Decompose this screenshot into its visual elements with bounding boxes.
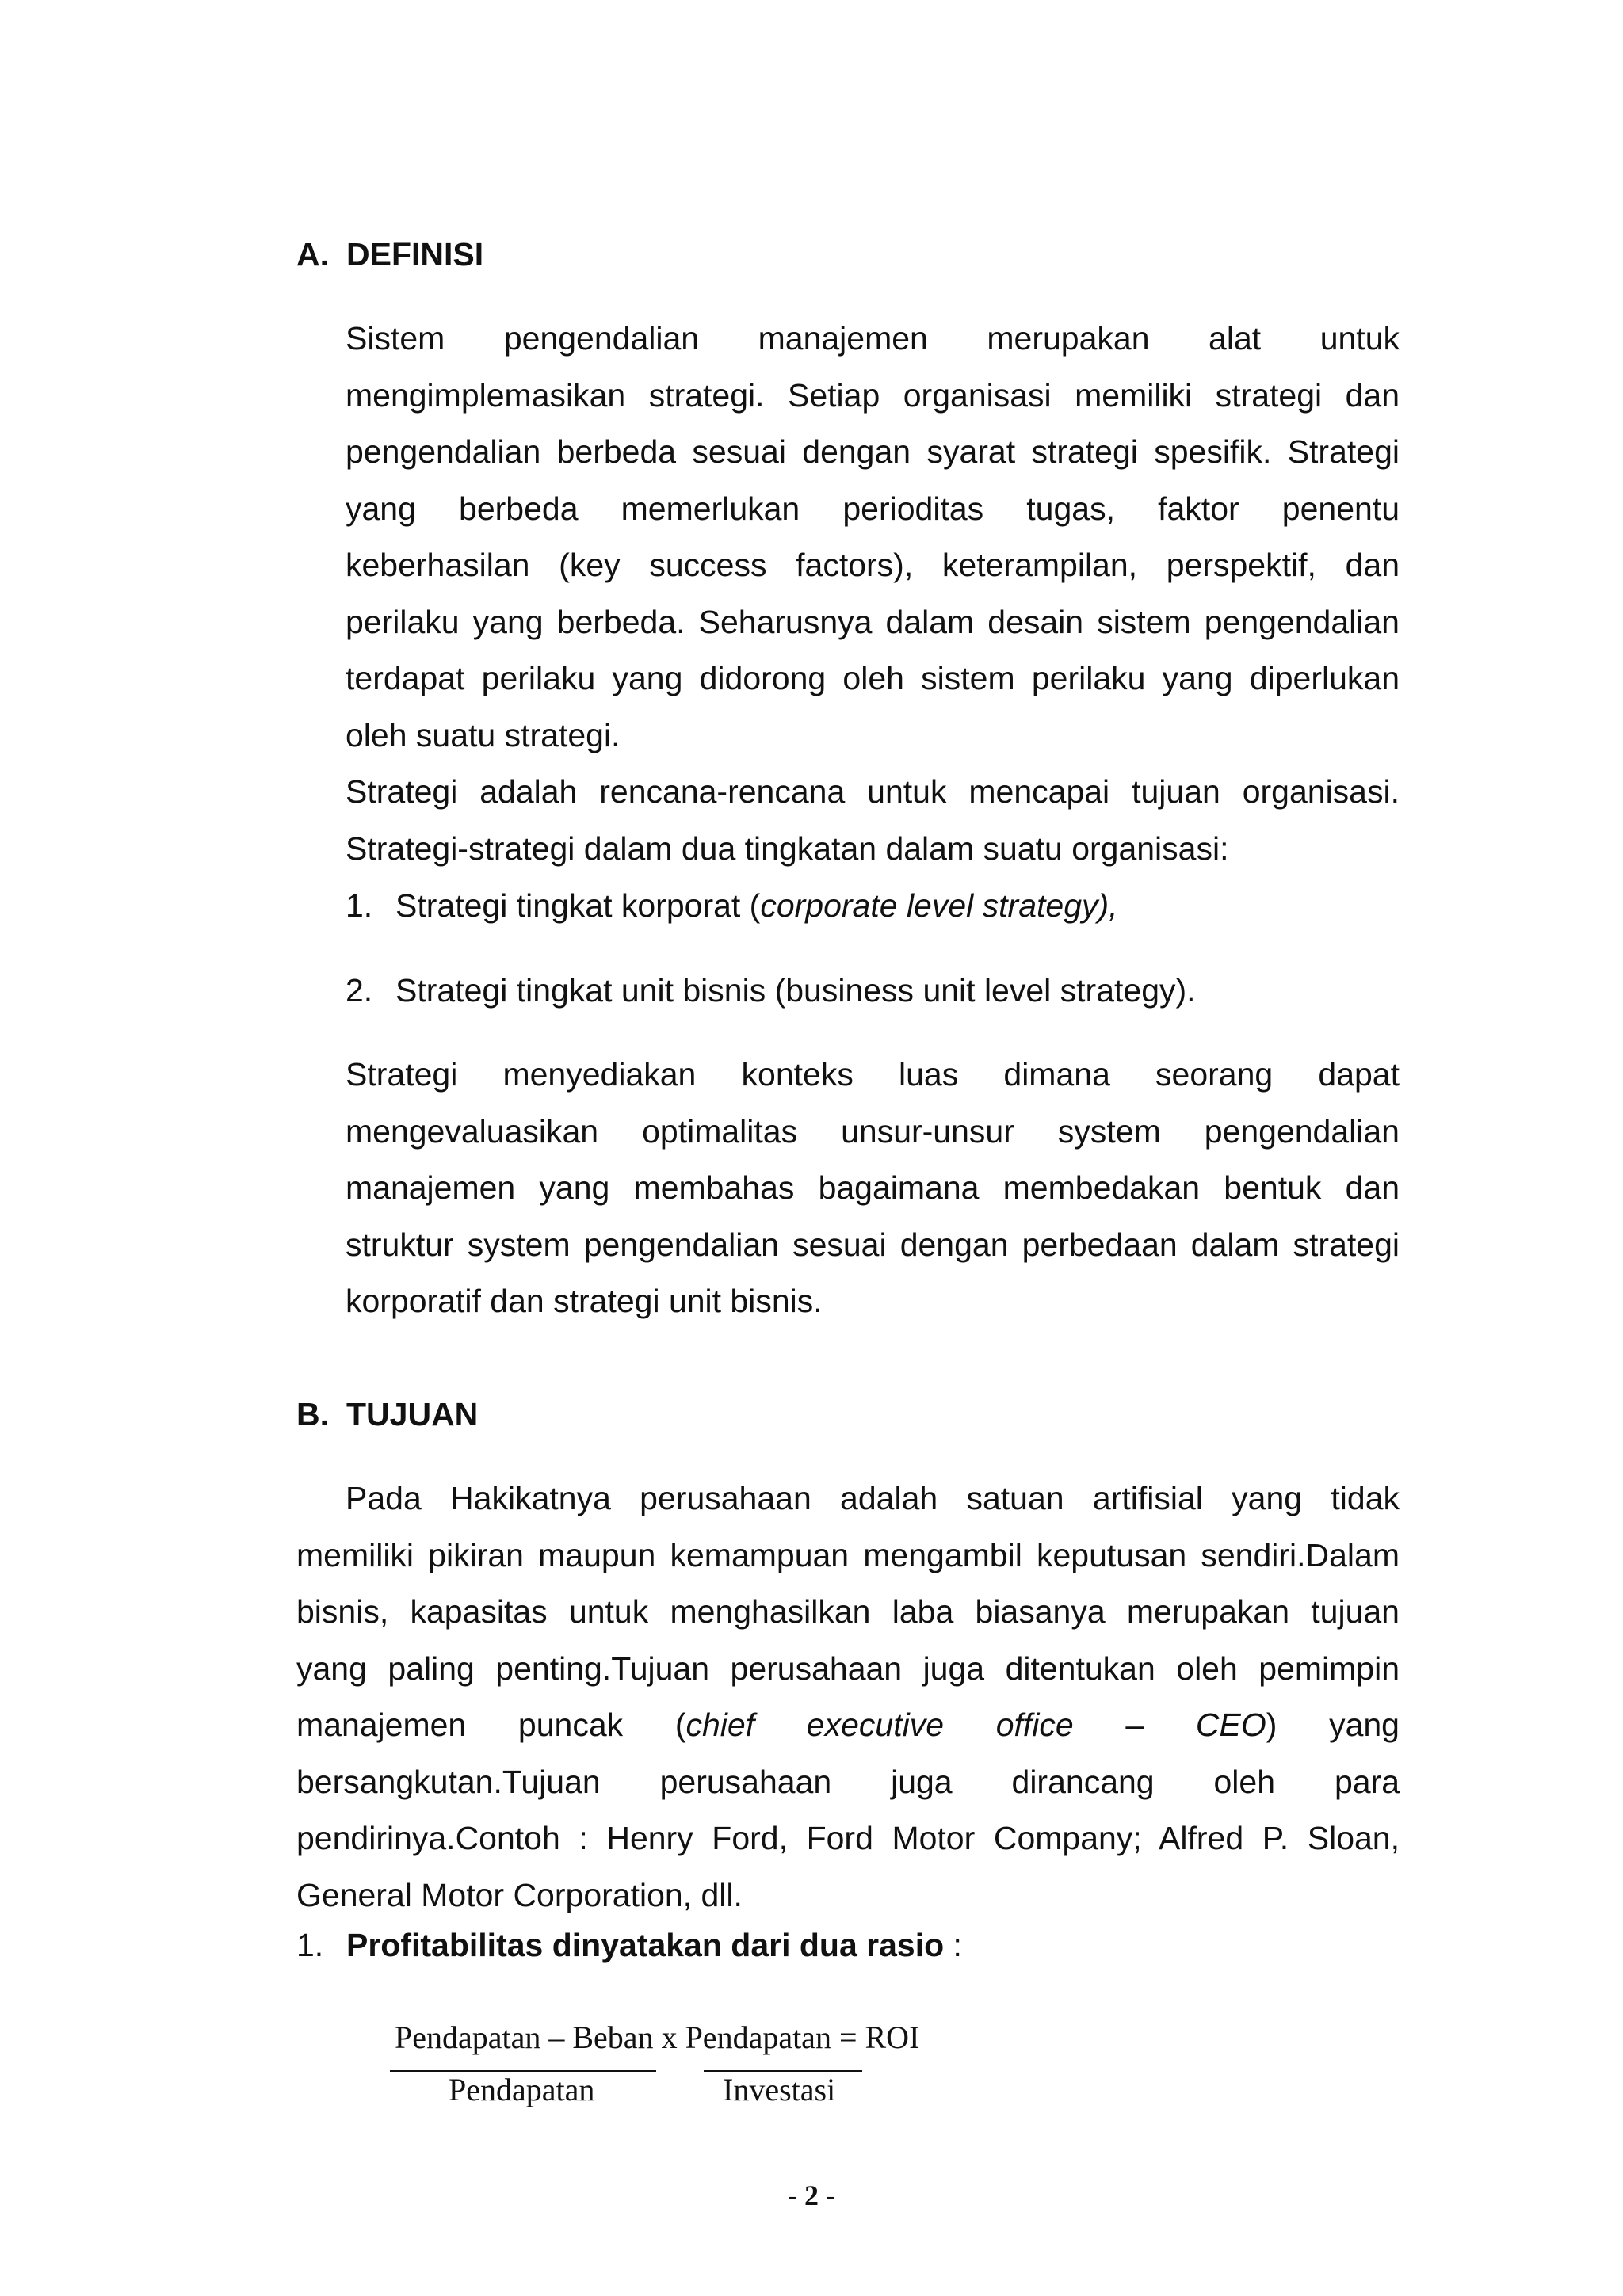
section-b-title: TUJUAN bbox=[346, 1396, 479, 1432]
section-a-title: DEFINISI bbox=[346, 236, 484, 273]
section-a-number: A. bbox=[296, 236, 329, 273]
section-b-heading bbox=[296, 1394, 478, 1434]
formula-denominator-1: Pendapatan bbox=[449, 2072, 595, 2107]
word-italic: CEO bbox=[1195, 1707, 1266, 1743]
item-number: 1. bbox=[296, 1927, 324, 1963]
word: puncak bbox=[517, 1707, 624, 1743]
text-line: Strategi adalah rencana-rencana untuk mencapai tujuan organisasi. bbox=[346, 773, 1400, 810]
text-line: Sistem pengendalian manajemen merupakan alat untuk bbox=[346, 320, 1400, 357]
dash: – bbox=[1125, 1707, 1144, 1743]
text-line: Strategi-strategi dalam dua tingkatan dalam suatu organisasi: bbox=[346, 830, 1229, 867]
section-a-paragraph-2 bbox=[346, 764, 1400, 877]
item-suffix: : bbox=[944, 1927, 962, 1963]
section-b-number: B. bbox=[296, 1396, 329, 1432]
text-line: yang paling penting.Tujuan perusahaan juga ditentukan oleh pemimpin bbox=[296, 1650, 1400, 1687]
text-line: manajemen yang membahas bagaimana membedakan bentuk dan bbox=[346, 1169, 1400, 1206]
paren-close: ) bbox=[1266, 1707, 1277, 1743]
word: yang bbox=[1329, 1707, 1400, 1743]
text-line: Pada Hakikatnya perusahaan adalah satuan artifisial yang tidak bbox=[346, 1480, 1400, 1516]
text-line: yang berbeda memerlukan perioditas tugas, faktor penentu bbox=[346, 490, 1400, 527]
text-line: General Motor Corporation, dll. bbox=[296, 1876, 743, 1913]
word-group bbox=[1196, 1707, 1277, 1743]
word-italic: chief bbox=[685, 1707, 755, 1743]
text-line: memiliki pikiran maupun kemampuan mengambil keputusan sendiri.Dalam bbox=[296, 1536, 1400, 1573]
section-a-heading bbox=[296, 235, 483, 274]
text-line: korporatif dan strategi unit bisnis. bbox=[346, 1283, 823, 1319]
text-line: bersangkutan.Tujuan perusahaan juga dirancang oleh para bbox=[296, 1763, 1400, 1800]
word-group bbox=[675, 1707, 754, 1743]
strategy-list-item-2 bbox=[346, 971, 1196, 1010]
text-line-mixed bbox=[296, 1697, 1400, 1754]
formula-denominator-2: Investasi bbox=[723, 2072, 836, 2107]
text-line: pengendalian berbeda sesuai dengan syarat strategi spesifik. Strategi bbox=[346, 433, 1400, 470]
text-line: perilaku yang berbeda. Seharusnya dalam desain sistem pengendalian bbox=[346, 603, 1400, 640]
list-number: 1. bbox=[346, 887, 373, 924]
word-italic: office bbox=[995, 1707, 1074, 1743]
text-line: mengevaluasikan optimalitas unsur-unsur system pengendalian bbox=[346, 1112, 1400, 1150]
list-text: Strategi tingkat korporat ( bbox=[395, 887, 761, 924]
profitability-item bbox=[296, 1925, 962, 1965]
word-italic: executive bbox=[806, 1707, 944, 1743]
paren-open: ( bbox=[674, 1707, 686, 1743]
text-line: pendirinya.Contoh : Henry Ford, Ford Motor Company; Alfred P. Sloan, bbox=[296, 1820, 1400, 1856]
section-a-paragraph-1 bbox=[346, 311, 1400, 764]
text-line: bisnis, kapasitas untuk menghasilkan laba biasanya merupakan tujuan bbox=[296, 1593, 1400, 1630]
item-bold-text: Profitabilitas dinyatakan dari dua rasio bbox=[346, 1927, 945, 1963]
strategy-list-item-1 bbox=[346, 886, 1118, 925]
list-number: 2. bbox=[346, 972, 373, 1009]
list-text: Strategi tingkat unit bisnis (business unit level strategy). bbox=[395, 972, 1196, 1009]
text-line: oleh suatu strategi. bbox=[346, 716, 621, 753]
roi-formula: Pendapatan – Beban x Pendapatan = ROI bbox=[395, 2019, 920, 2055]
section-a-paragraph-3 bbox=[346, 1047, 1400, 1330]
text-line: Strategi menyediakan konteks luas dimana seorang dapat bbox=[346, 1056, 1400, 1093]
text-line: keberhasilan (key success factors), keterampilan, perspektif, dan bbox=[346, 547, 1400, 583]
page-number: - 2 - bbox=[788, 2180, 835, 2211]
text-line: struktur system pengendalian sesuai dengan perbedaan dalam strategi bbox=[346, 1226, 1400, 1263]
section-b-paragraph bbox=[296, 1470, 1400, 1924]
text-line: terdapat perilaku yang didorong oleh sistem perilaku yang diperlukan bbox=[346, 660, 1400, 696]
word: manajemen bbox=[296, 1707, 467, 1743]
text-line: mengimplemasikan strategi. Setiap organisasi memiliki strategi dan bbox=[346, 376, 1400, 414]
list-text-italic: corporate level strategy), bbox=[760, 887, 1118, 924]
